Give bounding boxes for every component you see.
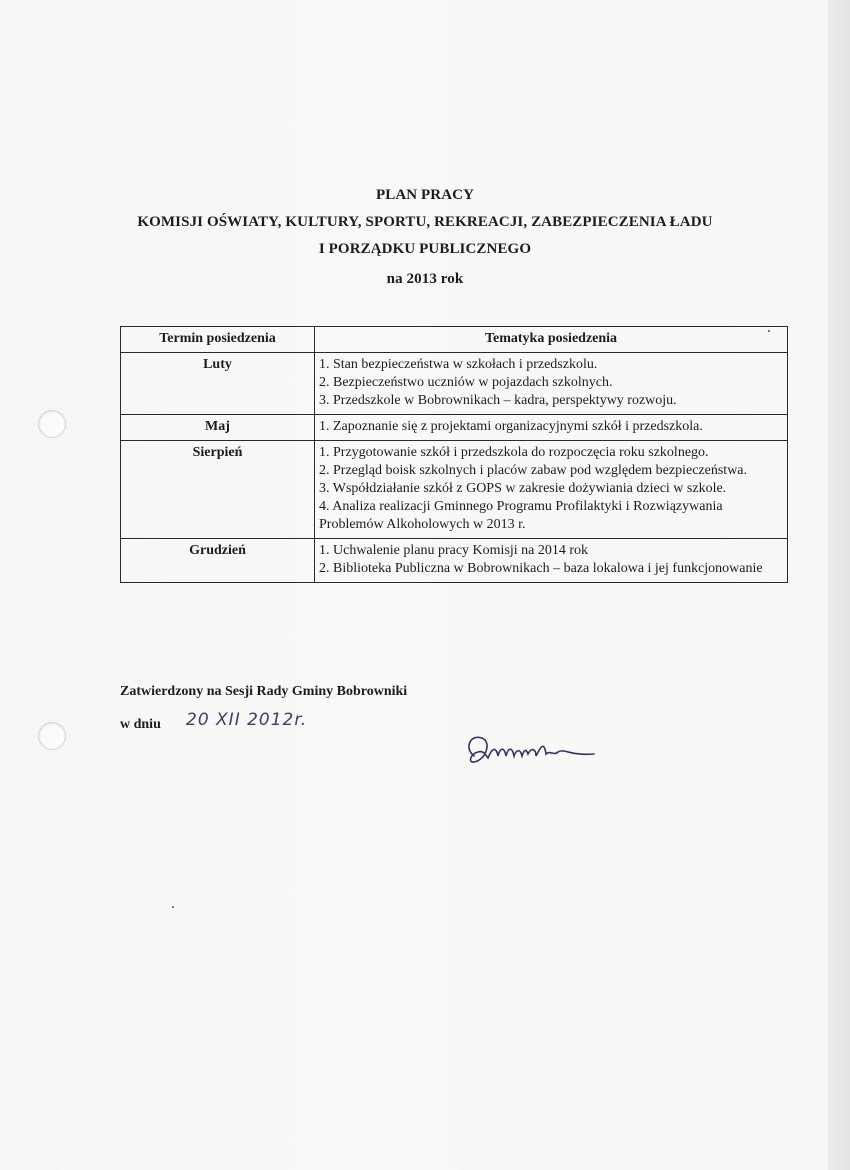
topics-cell (315, 415, 788, 441)
handwritten-date: 20 XII 2012r. (186, 710, 308, 730)
topic-item: 2. Biblioteka Publiczna w Bobrownikach – baza lokalowa i jej funkcjonowanie (319, 561, 763, 576)
term-cell: Luty (121, 353, 315, 415)
term-cell: Grudzień (121, 539, 315, 583)
topics-cell (315, 441, 788, 539)
term-cell: Maj (121, 415, 315, 441)
date-label: w dniu (120, 717, 161, 732)
meeting-plan-table (120, 326, 788, 583)
topic-item: 3. Przedszkole w Bobrownikach – kadra, perspektywy rozwoju. (319, 393, 677, 408)
topic-item: 1. Zapoznanie się z projektami organizacyjnymi szkół i przedszkola. (319, 419, 703, 434)
topic-item: 1. Stan bezpieczeństwa w szkołach i przedszkolu. (319, 357, 598, 372)
doc-title-line-2: KOMISJI OŚWIATY, KULTURY, SPORTU, REKREACJI, ZABEZPIECZENIA ŁADU (137, 214, 713, 230)
column-header-topics: Tematyka posiedzenia (315, 327, 788, 353)
signature-image (460, 726, 610, 778)
topic-item: 2. Przegląd boisk szkolnych i placów zabaw pod względem bezpieczeństwa. (319, 463, 748, 478)
punch-hole (38, 722, 66, 750)
punch-hole (38, 410, 66, 438)
table-row (121, 441, 788, 539)
table-row (121, 353, 788, 415)
table-header-row (121, 327, 788, 353)
topics-cell (315, 539, 788, 583)
topics-cell (315, 353, 788, 415)
topic-item: 1. Uchwalenie planu pracy Komisji na 2014 rok (319, 543, 589, 558)
scan-speck (172, 906, 174, 908)
term-cell: Sierpień (121, 441, 315, 539)
column-header-term: Termin posiedzenia (121, 327, 315, 353)
topic-item: 1. Przygotowanie szkół i przedszkola do rozpoczęcia roku szkolnego. (319, 445, 709, 460)
table-row (121, 539, 788, 583)
approval-statement: Zatwierdzony na Sesji Rady Gminy Bobrowniki (120, 684, 408, 699)
doc-title-line-1: PLAN PRACY (375, 187, 475, 203)
topic-item: 2. Bezpieczeństwo uczniów w pojazdach szkolnych. (319, 375, 613, 390)
topic-item: 3. Współdziałanie szkół z GOPS w zakresie dożywiania dzieci w szkole. (319, 481, 727, 496)
table-row (121, 415, 788, 441)
page-edge-shadow (828, 0, 850, 1170)
topic-item: 4. Analiza realizacji Gminnego Programu Profilaktyki i Rozwiązywania Problemów Alkoholowych w 2013 r. (319, 499, 723, 532)
doc-title-line-4: na 2013 rok (386, 271, 464, 287)
doc-title-line-3: I PORZĄDKU PUBLICZNEGO (318, 241, 532, 257)
